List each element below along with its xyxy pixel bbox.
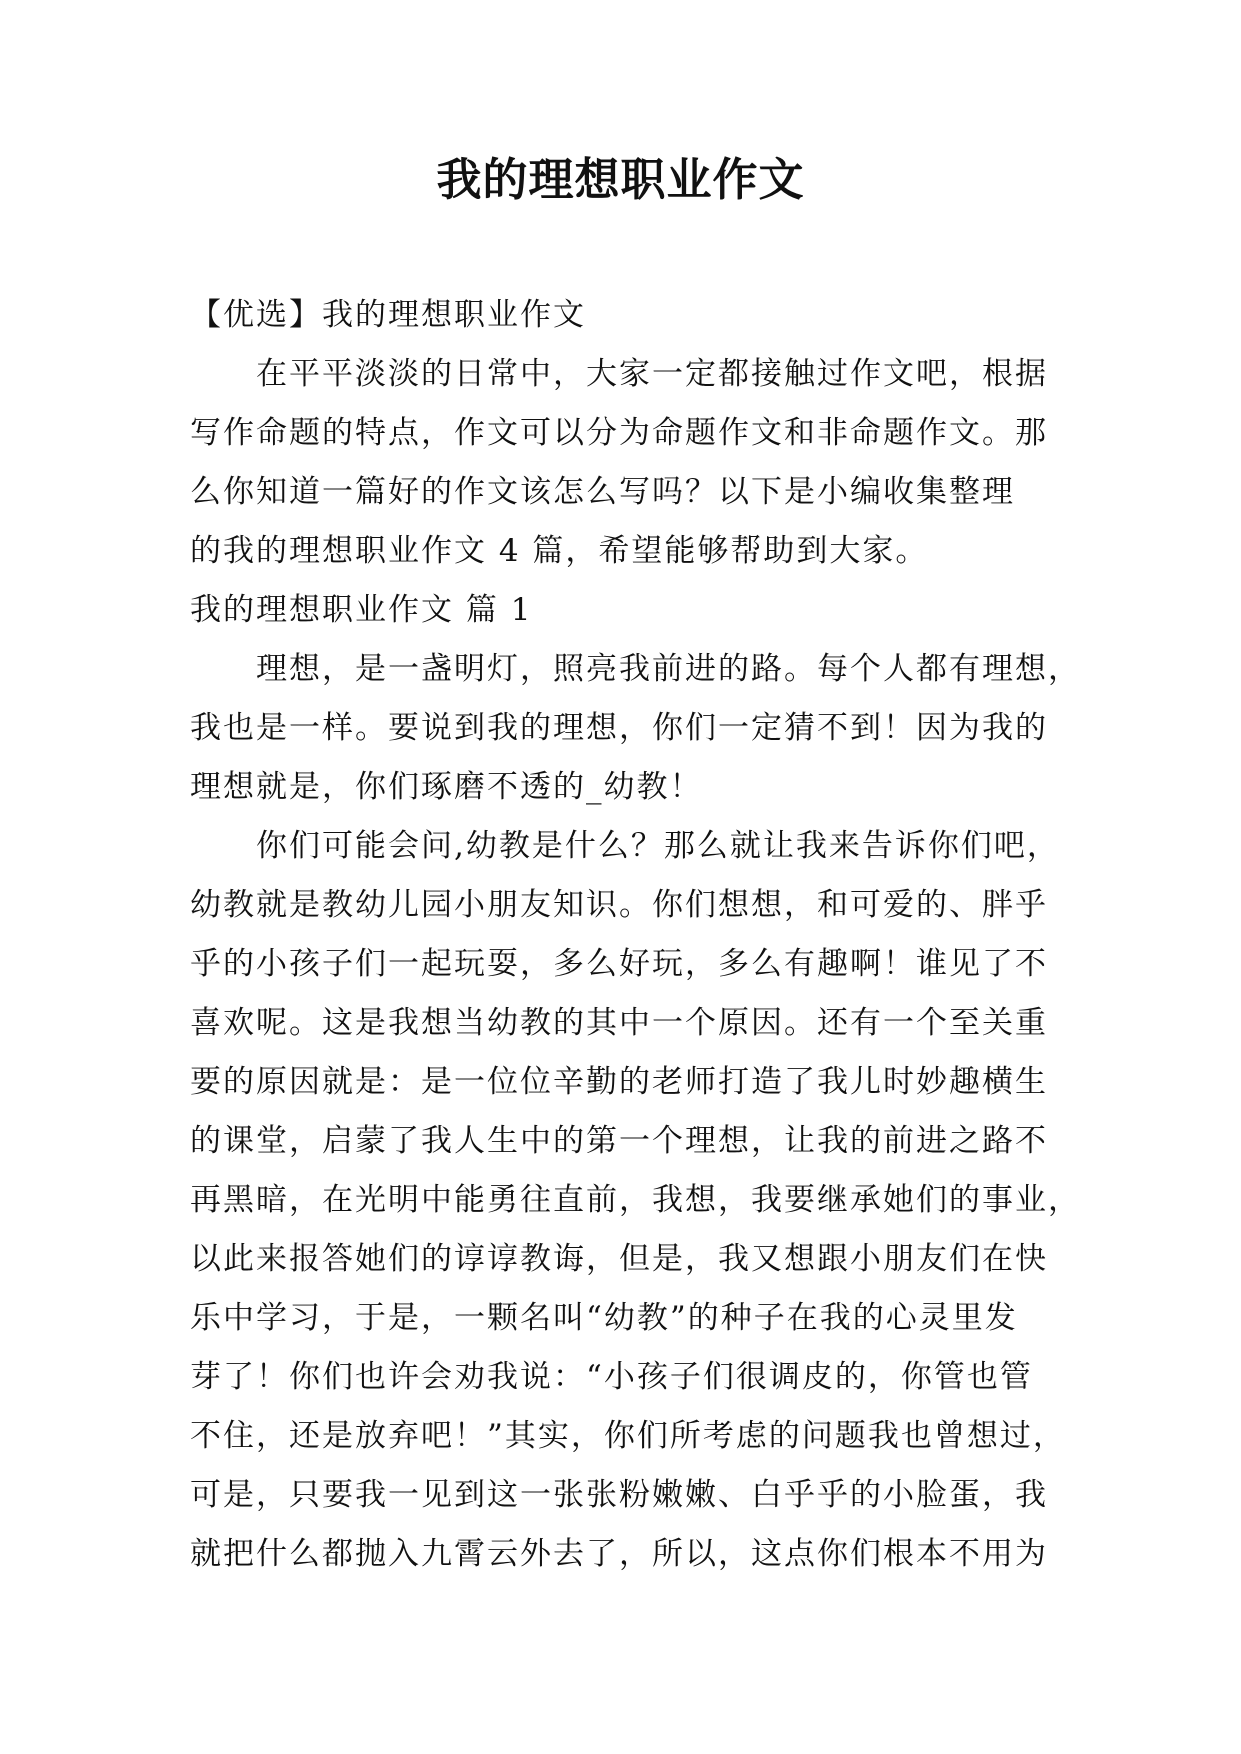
text-line: 在平平淡淡的日常中，大家一定都接触过作文吧，根据 [256,356,1048,392]
text-line: 的课堂，启蒙了我人生中的第一个理想，让我的前进之路不 [190,1123,1048,1159]
text-line: 我的理想职业作文 篇 1 [190,592,533,628]
text-line: 理想，是一盏明灯，照亮我前进的路。每个人都有理想， [256,651,1081,687]
text-line: 写作命题的特点，作文可以分为命题作文和非命题作文。那 [190,415,1048,451]
text-line: 乐中学习，于是，一颗名叫“幼教”的种子在我的心灵里发 [190,1300,1018,1336]
document-body [190,286,1081,1584]
text-line: 芽了！你们也许会劝我说：“小孩子们很调皮的，你管也管 [190,1359,1033,1395]
text-line: 理想就是，你们琢磨不透的_幼教！ [190,769,703,805]
text-line: 【优选】我的理想职业作文 [190,297,586,333]
text-line: 以此来报答她们的谆谆教诲，但是，我又想跟小朋友们在快 [190,1241,1048,1277]
text-line: 就把什么都抛入九霄云外去了，所以，这点你们根本不用为 [190,1536,1048,1572]
text-line: 喜欢呢。这是我想当幼教的其中一个原因。还有一个至关重 [190,1005,1048,1041]
text-line: 乎的小孩子们一起玩耍，多么好玩，多么有趣啊！谁见了不 [190,946,1048,982]
text-line: 么你知道一篇好的作文该怎么写吗？以下是小编收集整理 [190,474,1015,510]
text-line: 要的原因就是：是一位位辛勤的老师打造了我儿时妙趣横生 [190,1064,1048,1100]
text-line: 幼教就是教幼儿园小朋友知识。你们想想，和可爱的、胖乎 [190,887,1048,923]
text-line: 可是，只要我一见到这一张张粉嫩嫩、白乎乎的小脸蛋，我 [190,1477,1048,1513]
document-title: 我的理想职业作文 [436,153,805,206]
text-line: 的我的理想职业作文 4 篇，希望能够帮助到大家。 [190,533,929,569]
text-line: 你们可能会问,幼教是什么？那么就让我来告诉你们吧， [256,828,1060,864]
text-line: 再黑暗，在光明中能勇往直前，我想，我要继承她们的事业， [190,1182,1081,1218]
text-line: 不住，还是放弃吧！”其实，你们所考虑的问题我也曾想过， [190,1418,1066,1454]
text-line: 我也是一样。要说到我的理想，你们一定猜不到！因为我的 [190,710,1048,746]
